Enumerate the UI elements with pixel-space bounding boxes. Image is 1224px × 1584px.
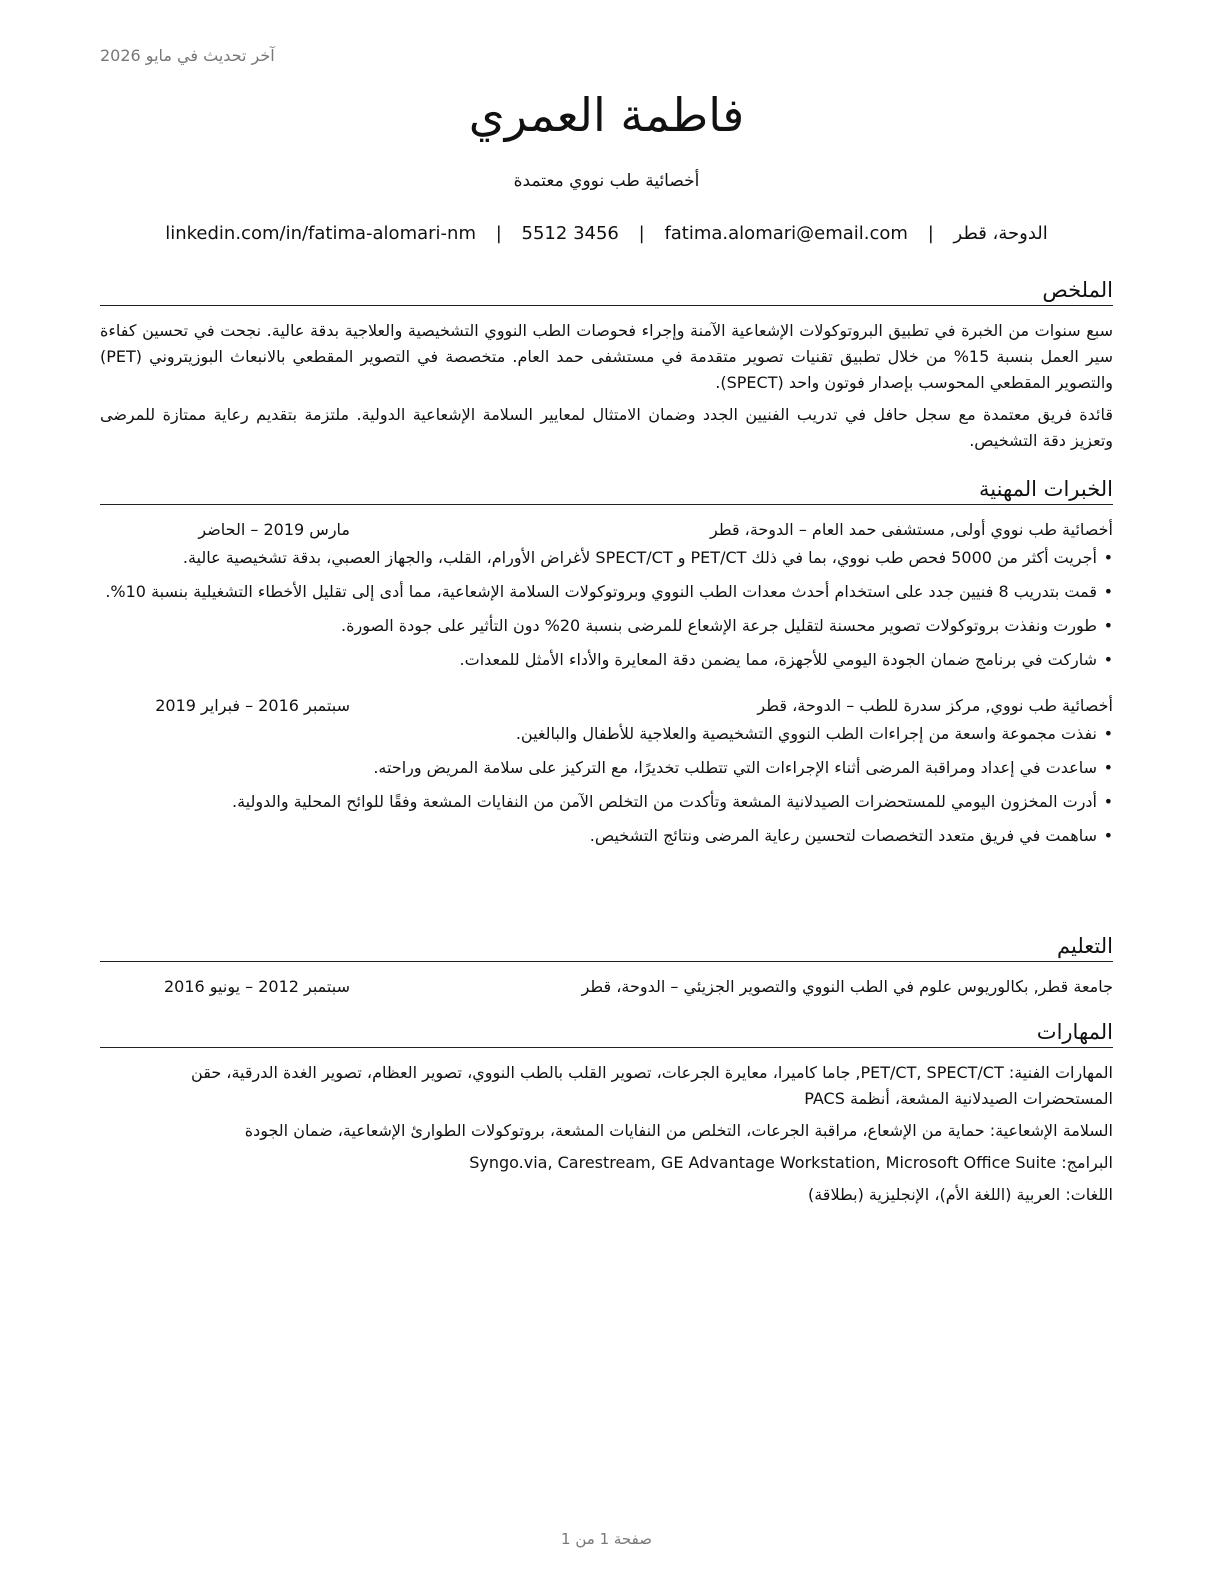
summary-section [100,276,1113,460]
list-item: • ساعدت في إعداد ومراقبة المرضى أثناء الإجراءات التي تتطلب تخديرًا، مع التركيز على سلامة المريض وراحته. [100,755,1113,781]
page-number: صفحة 1 من 1 [561,1530,652,1548]
education-entry [100,974,1113,1000]
summary-paragraph: قائدة فريق معتمدة مع سجل حافل في تدريب الفنيين الجدد وضمان الامتثال لمعايير السلامة الإشعاعية الدولية. ملتزمة بتقديم رعاية ممتازة للمرضى وتعزيز دقة التشخيص. [100,405,1113,450]
job-header [100,517,1113,543]
candidate-title: أخصائية طب نووي معتمدة [513,171,700,191]
list-item: • طورت ونفذت بروتوكولات تصوير محسنة لتقليل جرعة الإشعاع للمرضى بنسبة 20% دون التأثير على جودة الصورة. [100,613,1113,639]
list-item: • قمت بتدريب 8 فنيين جدد على استخدام أحدث معدات الطب النووي وبروتوكولات السلامة الإشعاعية، مما أدى إلى تقليل الأخطاء التشغيلية بنسبة 10%. [100,579,1113,605]
education-degree: جامعة قطر, بكالوريوس علوم في الطب النووي والتصوير الجزيئي – الدوحة، قطر [581,977,1113,996]
contact-linkedin[interactable]: linkedin.com/in/fatima-alomari-nm [165,223,476,244]
list-item: • أدرت المخزون اليومي للمستحضرات الصيدلانية المشعة وتأكدت من التخلص الآمن من النفايات المشعة وفقًا للوائح المحلية والدولية. [100,789,1113,815]
contact-separator: | [927,223,934,244]
last-updated: آخر تحديث في مايو 2026 [100,46,275,65]
job-role: أخصائية طب نووي, مركز سدرة للطب – الدوحة، قطر [757,696,1113,715]
contact-separator: | [495,223,502,244]
skill-line: السلامة الإشعاعية: حماية من الإشعاع، مراقبة الجرعات، التخلص من النفايات المشعة، بروتوكولات الطوارئ الإشعاعية، ضمان الجودة [244,1121,1113,1140]
contact-line [100,223,1113,244]
job-date: مارس 2019 – الحاضر [198,520,350,539]
skill-line: البرامج: Syngo.via, Carestream, GE Advantage Workstation, Microsoft Office Suite [469,1153,1113,1172]
education-section [100,932,1113,1000]
job-entry [100,517,1113,673]
skill-line: المهارات الفنية: PET/CT, SPECT/CT, جاما كاميرا، معايرة الجرعات، تصوير القلب بالطب النووي، تصوير العظام، تصوير الغدة الدرقية، حقن المستحضرات الصيدلانية المشعة، أنظمة PACS [191,1063,1113,1108]
list-item: • نفذت مجموعة واسعة من إجراءات الطب النووي التشخيصية والعلاجية للأطفال والبالغين. [100,721,1113,747]
list-item: • أجريت أكثر من 5000 فحص طب نووي، بما في ذلك PET/CT و SPECT/CT لأغراض الأورام، القلب، والجهاز العصبي، بدقة تشخيصية عالية. [100,545,1113,571]
summary-paragraph: سبع سنوات من الخبرة في تطبيق البروتوكولات الإشعاعية الآمنة وإجراء فحوصات الطب النووي التشخيصية والعلاجية بدقة عالية. نجحت في تحسين كفاءة سير العمل بنسبة 15% من خلال تطبيق تقنيات تصوير متقدمة في مستشفى حمد العام. متخصصة في التصوير المقطعي بالانبعاث البوزيتروني (PET) والتصوير المقطعي المحوسب بإصدار فوتون واحد (SPECT). [100,321,1114,392]
section-title: الخبرات المهنية [100,475,1113,505]
resume-page [100,0,1113,1584]
candidate-name: فاطمة العمري [468,88,745,142]
contact-separator: | [638,223,645,244]
list-item: • شاركت في برنامج ضمان الجودة اليومي للأجهزة، مما يضمن دقة المعايرة والأداء الأمثل للمعدات. [100,647,1113,673]
list-item: • ساهمت في فريق متعدد التخصصات لتحسين رعاية المرضى ونتائج التشخيص. [100,823,1113,849]
job-role: أخصائية طب نووي أولى, مستشفى حمد العام – الدوحة، قطر [709,520,1113,539]
contact-location: الدوحة، قطر [953,223,1048,244]
experience-section [100,475,1113,857]
section-title: التعليم [100,932,1113,962]
job-bullets [100,721,1113,849]
job-date: سبتمبر 2016 – فبراير 2019 [155,696,350,715]
job-header [100,693,1113,719]
job-entry [100,693,1113,849]
contact-email[interactable]: fatima.alomari@email.com [664,223,908,244]
job-bullets [100,545,1113,673]
skills-section [100,1018,1113,1214]
contact-phone[interactable]: 3456 5512 [521,223,619,244]
section-title: الملخص [100,276,1113,306]
education-date: سبتمبر 2012 – يونيو 2016 [163,977,350,996]
section-title: المهارات [100,1018,1113,1048]
skill-line: اللغات: العربية (اللغة الأم)، الإنجليزية (بطلاقة) [807,1185,1113,1204]
